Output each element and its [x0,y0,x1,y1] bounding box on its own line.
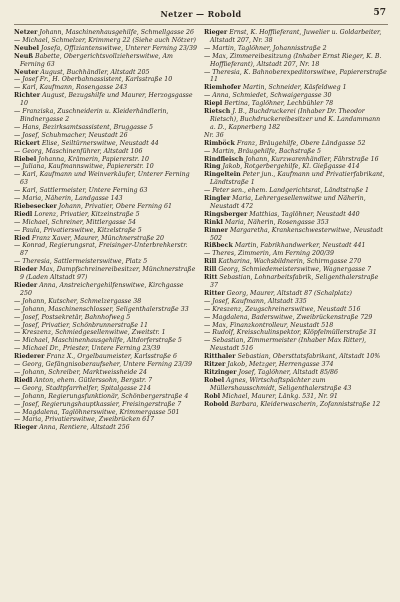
entry-details: Anna, Anstreichergehilfenswitwe, Kirchgasse 250 [20,282,184,297]
directory-entry [204,322,387,330]
entry-details: — Maria, Näherin, Landgasse 143 [14,195,123,203]
directory-entry [204,377,387,393]
directory-entry [204,298,387,306]
entry-details: Nr. 36 [204,131,224,139]
entry-details: Margaretha, Krankenschwesterwitwe, Neustadt 502 [210,226,383,242]
entry-details: — Johann, Schreiber, Marktweissheide 24 [14,368,147,376]
entry-details: Lorenz, Privatier, Kitzeinstraße 5 [34,210,140,218]
directory-entry [204,163,387,171]
directory-entry [14,108,197,124]
directory-entry [14,314,197,322]
entry-name: Richter [14,92,41,100]
entry-details: August, Buchhändler, Altstadt 205 [40,68,150,76]
entry-name: Rill [204,266,217,274]
entry-details: Peter jun., Kaufmann und Privatierfabrikant, Ländtstraße 1 [210,171,385,187]
directory-entry [14,416,197,424]
entry-details: — Michael, Schmelzer, Krimmerg 22 (Siehe auch Nötzer) [14,36,196,44]
entry-details: Ernst, K. Hofflieferant, Juwelier u. Goldarbeiter, Altstadt 207, Nr. 38 [210,29,382,44]
entry-details: — Michael, Maschinenhausgehilfe, Altdorferstraße 5 [14,337,182,345]
entry-details: — Max, Zimmereibesitzung (Inhaber Ernst Rieger, K. B. Hofflieferant), Altstadt 207, Nr. 18 [204,52,382,68]
directory-entry [14,409,197,417]
entry-details: Michael, Maurer, Länkg. 531, Nr. 91 [222,392,338,400]
entry-details: — Karl, Kaufmann und Weinverkäufer, Unterer Ferning 63 [14,171,190,187]
entry-details: Anna, Rentiere, Altstadt 256 [39,424,130,432]
entry-details: Johann, Kurzwarenhändler, Fährstraße 16 [245,155,379,163]
directory-entry [14,148,197,156]
directory-entry [14,306,197,314]
directory-entry [204,369,387,377]
directory-entry [204,242,387,250]
directory-entry [204,211,387,219]
directory-entry [204,148,387,156]
directory-entry [14,195,197,203]
directory-entry [14,37,197,45]
directory-entry [14,132,197,140]
directory-entry [14,401,197,409]
entry-details: Martin, Fabrikhandwerker, Neustadt 441 [234,242,366,250]
entry-details: Agnes, Wirtschaftspächter zum Müllershausschmidt, Seligenthalerstraße 43 [210,376,352,392]
left-column [14,29,197,432]
entry-name: Riemhofer [204,84,241,92]
entry-name: Robel [204,376,225,384]
entry-details: — Theresia, K. Bahnoberexpeditorswitwe, Papiererstraße 11 [204,68,387,84]
entry-details: — Anna, Schmiedet, Schwaigergasse 30 [204,92,332,100]
directory-entry [14,163,197,171]
entry-details: Franz Xaver, Maurer, Münchnerstraße 20 [31,234,165,242]
directory-entry [204,258,387,266]
entry-details: — Karl, Sattlermeister, Untere Ferning 63 [14,187,148,195]
directory-entry [14,76,197,84]
directory-entry [204,84,387,92]
directory-entry [204,132,387,140]
directory-entry [14,53,197,69]
entry-name: Robold [204,400,229,408]
entry-details: Elise, Seiltürnerswitwe, Neustadt 44 [41,139,159,147]
entry-details: — Georg, Gefängnisoberaufseher, Untere Ferning 23/39 [14,361,192,369]
entry-details: — Karl, Kaufmann, Rosengasse 243 [14,84,128,92]
directory-entry [14,258,197,266]
directory-entry [14,203,197,211]
entry-details: Maria, Näherin, Rosengasse 353 [224,218,329,226]
entry-details: — Kreszenz, Schmiedgesellenwitwe, Zweitstr. 1 [14,329,166,337]
directory-entry [204,108,387,132]
entry-details: Franz X., Orgelbaumeister, Karlsstraße 6 [46,353,177,361]
entry-name: Ritt [204,274,218,282]
entry-details: Barbara, Kleiderwascherin, Zofanniststraße 12 [230,400,381,408]
directory-entry [14,187,197,195]
entry-name: Rinkl [204,218,223,226]
entry-details: — Rudolf, Kreisschulinspektor, Klöpfelmüllerstraße 31 [204,329,377,337]
directory-entry [204,195,387,211]
entry-details: — Georg, Stadtpfarrhelfer, Spitalgasse 214 [14,384,151,392]
directory-entry [14,361,197,369]
entry-name: Ring [204,163,221,171]
directory-entry [204,401,387,409]
entry-details: Matthias, Taglöhner, Neustadt 440 [249,210,360,218]
directory-entry [204,69,387,85]
columns [14,29,388,432]
directory-entry [204,92,387,100]
entry-details: — Magdalena, Baderswitwe, Zweibrückenstraße 729 [204,313,373,321]
directory-entry [14,69,197,77]
directory-entry [14,84,197,92]
entry-details: — Juliana, Kaufmannswitwe, Papiererstr. 10 [14,163,154,171]
entry-name: Rill [204,258,217,266]
entry-details: Johanna, Krämerin, Papiererstr. 10 [38,155,149,163]
entry-name: Rißbeck [204,242,233,250]
entry-name: Rieder [14,282,38,289]
entry-name: Ritzinger [204,368,237,376]
entry-name: Robl [204,392,221,400]
entry-name: Riepl [204,100,223,108]
entry-name: Riedl [14,210,33,218]
directory-entry [204,393,387,401]
entry-details: Jakob, Rotgerbergehilfe, Kl. Gießgasse 414 [222,163,360,171]
entry-details: Anton, ehem. Gütlerssohn, Bergstr. 7 [34,376,153,384]
entry-details: — Franziska, Zuschneiderin u. Kleiderhändlerin, Bindnergasse 2 [14,108,169,123]
directory-entry [14,345,197,353]
directory-entry [204,274,387,290]
entry-details: Johann, Privatier, Obere Ferning 61 [58,202,172,210]
directory-entry [204,314,387,322]
entry-name: Ritthaler [204,353,236,361]
entry-name: Rimböck [204,139,235,147]
directory-entry [14,124,197,132]
entry-name: Riebesecker [14,202,57,210]
entry-name: Ringler [204,195,231,203]
directory-entry [204,353,387,361]
entry-details: — Josef, Regierungshauptkassier, Freisingerstraße 7 [14,400,182,408]
directory-entry [14,369,197,377]
entry-details: — Michael, Schreiner, Mittlergasse 54 [14,218,136,226]
directory-entry [14,227,197,235]
entry-details: — Josef, Postsekretär, Bahnhofweg 5 [14,313,131,321]
directory-entry [14,282,197,298]
entry-details: — Michael Dr., Priester, Untere Ferning 23/39 [14,345,161,353]
directory-entry [204,250,387,258]
directory-entry [14,337,197,345]
page-header [14,8,388,25]
entry-details: Johann, Maschinenhausgehilfe, Schmellgasse 26 [39,29,194,36]
entry-details: — Konrad, Regierungsrat, Freisinger-Unterbrehkerstr. 87 [14,242,188,258]
entry-name: Neuß [14,52,33,60]
directory-entry [14,29,197,37]
entry-details: Martin, Schneider, Käsfeldweg 1 [242,84,347,92]
entry-details: Max, Dampfschreinereibesitzer, Münchnerstraße 9 (Laden Altstadt 97) [20,266,196,282]
entry-name: Rieder [14,266,38,274]
directory-entry [204,29,387,45]
entry-details: — Johann, Maschinenschlosser, Seligenthalerstraße 33 [14,305,189,313]
entry-details: — Sebastian, Zimmermeister (Inhaber Max Ritter), Neustadt 516 [204,337,367,353]
entry-details: — Josef Fr., H. Oberbahnassistent, Karlsstraße 10 [14,76,173,84]
directory-entry [204,329,387,337]
directory-entry [204,53,387,69]
entry-name: Ritter [204,289,225,297]
entry-name: Ritzer [204,361,226,369]
entry-name: Ringeltein [204,171,241,179]
entry-name: Neubel [14,44,39,52]
directory-entry [14,385,197,393]
directory-entry [14,140,197,148]
entry-details: Georg, Maurer, Altstadt 87 (Schalplatz) [226,289,353,297]
directory-entry [14,424,197,432]
directory-entry [14,377,197,385]
entry-name: Ringsberger [204,210,248,218]
directory-entry [204,337,387,353]
directory-entry [204,100,387,108]
entry-name: Rickert [14,139,40,147]
entry-details: Katharina, Wachsbildnerin, Schirmgasse 270 [218,258,362,266]
entry-details: — Maria, Privatierswitwe, Zweibrücken 617 [14,416,155,424]
directory-entry [14,156,197,164]
directory-entry [204,219,387,227]
directory-entry [204,45,387,53]
entry-details: — Magdalena, Taglöhnerswitwe, Krimmergasse 501 [14,408,180,416]
directory-entry [204,306,387,314]
entry-details: — Martin, Bräugehilfe, Bachstraße 5 [204,147,322,155]
directory-entry [14,242,197,258]
directory-entry [14,92,197,108]
entry-details: — Paula, Privatierswitwe, Kitzelstraße 5 [14,226,142,234]
entry-name: Riebel [14,155,37,163]
directory-entry [204,156,387,164]
entry-name: Neuter [14,68,39,76]
entry-name: Rinner [204,226,228,234]
entry-details: — Josef, Privatier, Schönbrunnerstraße 11 [14,321,148,329]
entry-name: Riedl [14,376,33,384]
entry-details: — Josef, Schuhmacher, Neustadt 26 [14,131,128,139]
directory-entry [14,298,197,306]
entry-details: — Theres, Zimmerin, Am Ferning 200/39 [204,250,335,258]
directory-entry [14,171,197,187]
entry-details: — Kreszenz, Zeugschreinerswitwe, Neustadt 516 [204,305,361,313]
entry-name: Ried [14,234,30,242]
entry-details: Babette, Obergerichtsvollzieherswitwe, Am Ferning 63 [20,52,173,68]
directory-entry [204,361,387,369]
entry-details: J. B., Buchdruckerei (Inhaber Dr. Theodor Rietsch), Buchdruckereibesitzer und K. Landammann a. D., Kapnerberg 182 [210,108,381,131]
directory-entry [14,393,197,401]
entry-name: Rieger [14,424,38,432]
directory-entry [204,187,387,195]
directory-entry [204,171,387,187]
entry-details: — Max, Finanzkontrolleur, Neustadt 518 [204,321,334,329]
directory-entry [14,235,197,243]
entry-details: Sebastian, Lohnarbeitsfabrik, Seligenthalerstraße 37 [210,274,379,289]
page-number: 57 [373,8,386,18]
entry-details: — Georg, Maschinenführer, Altstadt 106 [14,147,143,155]
entry-name: Riederer [14,353,45,361]
entry-details: — Josef, Kaufmann, Altstadt 335 [204,297,307,305]
directory-entry [204,290,387,298]
entry-details: Franz, Bräugehilfe, Obere Ländgasse 52 [236,139,366,147]
entry-details: Jakob, Metzger, Herrengasse 374 [227,361,334,369]
entry-details: Sebastian, Obersttatsfabrikant, Altstadt 10% [237,353,381,361]
directory-entry [14,353,197,361]
directory-entry [14,211,197,219]
entry-details: — Johann, Regierungsfunktionär, Schönbergerstraße 4 [14,392,189,400]
running-head: Netzer — Robold [160,9,242,19]
entry-name: Rieger [204,29,228,36]
entry-details: Bertina, Taglöhner, Lechbühler 78 [224,100,334,108]
entry-details: — Johann, Kutscher, Schmelzergasse 38 [14,297,142,305]
directory-entry [14,329,197,337]
entry-details: August, Bezugshilfe und Maurer, Herzogsgasse 10 [20,92,193,108]
entry-details: Josefa, Offiziantenswitwe, Unterer Ferning 23/39 [40,44,197,52]
entry-details: Josef, Taglöhner, Altstadt 85/86 [238,368,338,376]
directory-entry [14,266,197,282]
entry-details: Maria, Lehrergesellenwitwe und Näherin, Neustadt 472 [210,195,366,210]
directory-entry [204,266,387,274]
entry-details: — Peter sen., ehem. Landgerichtsrat, Ländtstraße 1 [204,187,369,195]
entry-details: — Hans, Bezirksamtsassistent, Bruggasse 5 [14,123,154,131]
directory-entry [204,227,387,243]
entry-name: Rietsch [204,108,231,116]
entry-details: — Theresia, Sattlermeisterswitwe, Platz 5 [14,258,148,266]
entry-name: Rindfleisch [204,155,244,163]
entry-details: — Martin, Taglöhner, Johannisstraße 2 [204,44,327,52]
directory-entry [14,322,197,330]
directory-entry [204,140,387,148]
directory-entry [14,45,197,53]
directory-entry [14,219,197,227]
entry-details: Georg, Schmiedemeisterswitwe, Wagnergasse 7 [218,266,372,274]
right-column [204,29,387,432]
entry-name: Netzer [14,29,38,36]
